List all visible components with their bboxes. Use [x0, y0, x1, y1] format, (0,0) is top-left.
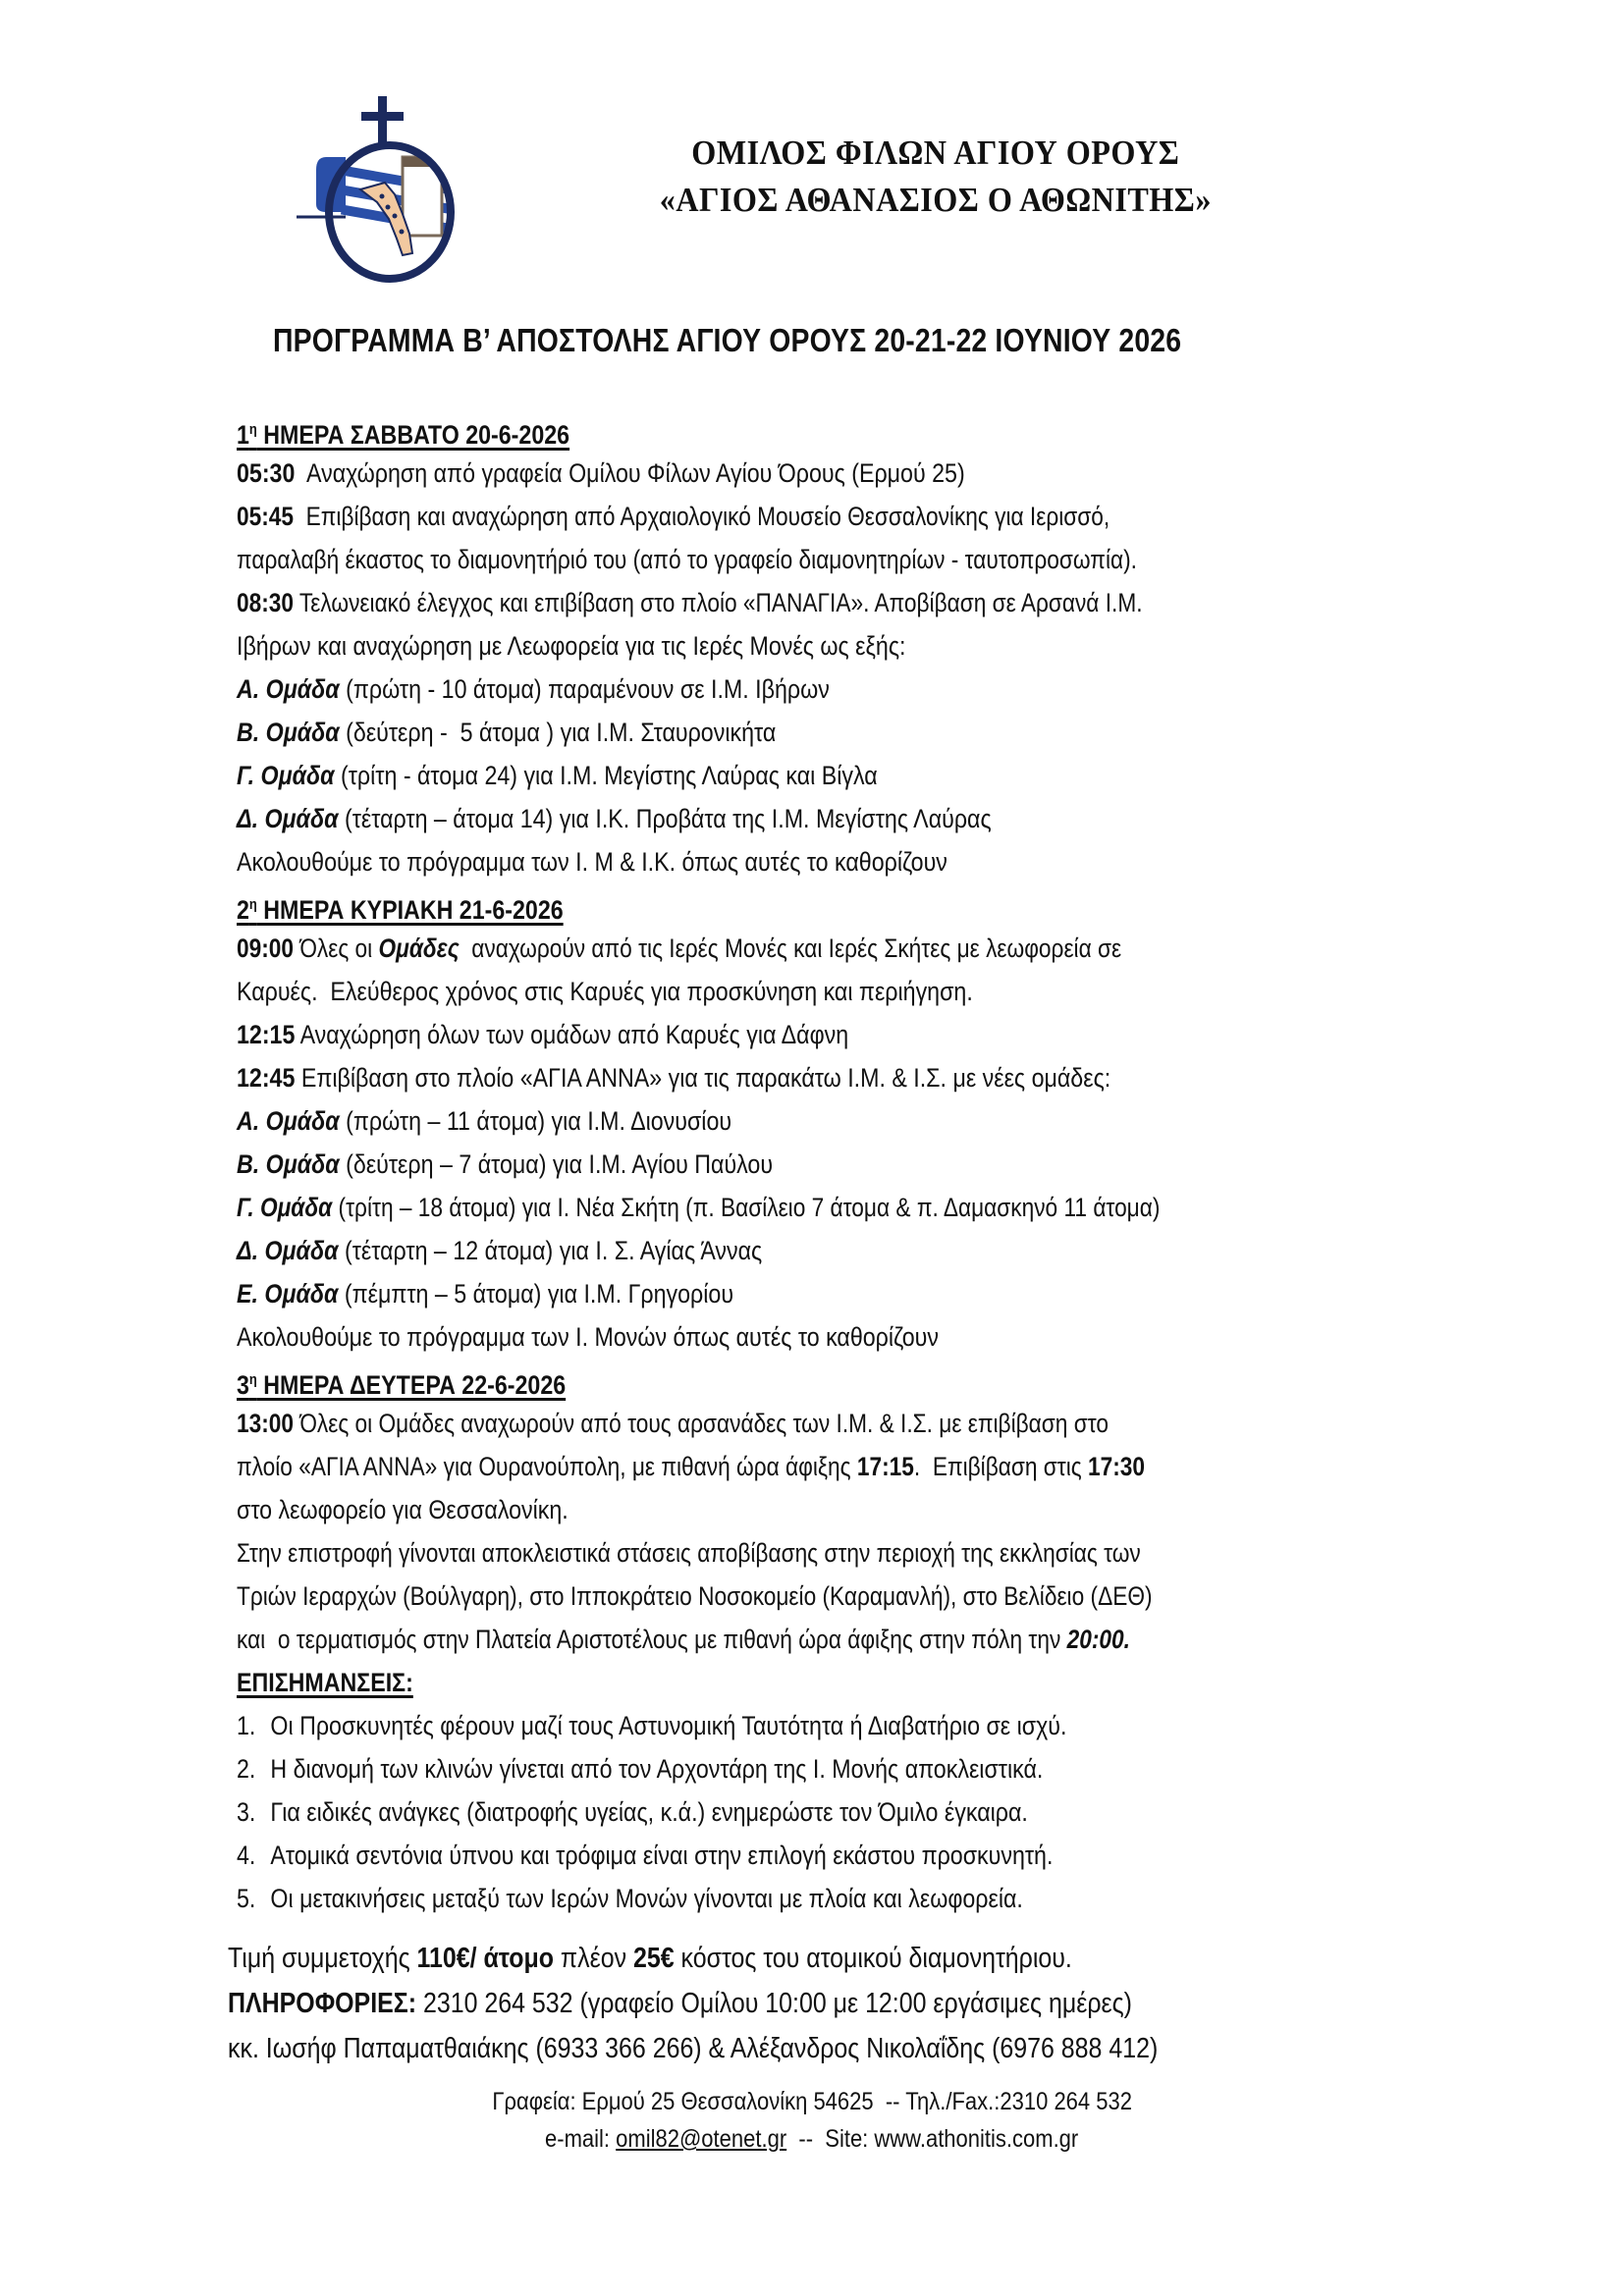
day3-title: ΗΜΕΡΑ ΔΕΥΤΕΡΑ 22-6-2026: [256, 1370, 567, 1400]
group-item: [237, 797, 1217, 840]
schedule-text: Ιβήρων και αναχώρηση με Λεωφορεία για τις Ιερές Μονές ως εξής:: [237, 631, 906, 661]
group-text: (τέταρτη – άτομα 14) για Ι.Κ. Προβάτα της Ι.Μ. Μεγίστης Λαύρας: [338, 804, 992, 833]
schedule-text: Όλες οι: [294, 934, 379, 963]
schedule-text: Επιβίβαση και αναχώρηση από Αρχαιολογικό Μουσείο Θεσσαλονίκης για Ιερισσό,: [294, 502, 1110, 531]
group-label: Δ. Ομάδα: [237, 804, 339, 833]
org-line-2: «ΑΓΙΟΣ ΑΘΑΝΑΣΙΟΣ Ο ΑΘΩΝΙΤΗΣ»: [659, 181, 1212, 219]
schedule-text: παραλαβή έκαστος το διαμονητήριό του (από το γραφείο διαμονητηρίων - ταυτοπροσωπία).: [237, 545, 1137, 574]
schedule-text: Τελωνειακό έλεγχος και επιβίβαση στο πλοίο «ΠΑΝΑΓΙΑ». Αποβίβαση σε Αρσανά Ι.Μ.: [294, 588, 1143, 617]
group-label: Γ. Ομάδα: [237, 1193, 333, 1222]
extra-cost: 25€: [632, 1943, 675, 1974]
pricing-info: [228, 1936, 1455, 2071]
arrival-time: 17:15: [856, 1452, 914, 1481]
schedule-text: Όλες οι Ομάδες αναχωρούν από τους αρσανάδες των Ι.Μ. & Ι.Σ. με επιβίβαση στο: [294, 1409, 1109, 1438]
organization-name: [628, 130, 1243, 224]
schedule-item: [237, 927, 1193, 970]
schedule-text: Αναχώρηση όλων των ομάδων από Καρυές για Δάφνη: [295, 1020, 849, 1049]
day1-closing: Ακολουθούμε το πρόγραμμα των Ι. Μ & Ι.Κ. όπως αυτές το καθορίζουν: [237, 847, 947, 877]
site-link[interactable]: -- Site: www.athonitis.com.gr: [786, 2125, 1079, 2153]
day1-number: 1: [237, 420, 249, 450]
cross-circle-athos-logo-icon: [287, 96, 473, 293]
note-item: [237, 1790, 1217, 1834]
schedule-time: 12:15: [237, 1020, 296, 1049]
notes-heading: [237, 1661, 1217, 1704]
footer: [0, 2083, 1624, 2158]
day1-sup: η: [248, 421, 257, 438]
info-text: 2310 264 532 (γραφείο Ομίλου 10:00 με 12:00 εργάσιμες ημέρες): [416, 1988, 1132, 2019]
schedule-time: 05:45: [237, 502, 295, 531]
price-text: Τιμή συμμετοχής: [228, 1943, 417, 1974]
schedule-item-continued: [237, 970, 1217, 1013]
group-item: [237, 1272, 1217, 1315]
note-item: [237, 1747, 1217, 1790]
group-label: Β. Ομάδα: [237, 718, 340, 747]
return-text: και ο τερματισμός στην Πλατεία Αριστοτέλους με πιθανή ώρα άφιξης στην πόλη την: [237, 1625, 1067, 1654]
schedule-text: Αναχώρηση από γραφεία Ομίλου Φίλων Αγίου Όρους (Ερμού 25): [295, 458, 965, 488]
price-amount: 110€/ άτομο: [416, 1943, 554, 1974]
schedule-time: 12:45: [237, 1063, 296, 1093]
day2-number: 2: [237, 895, 249, 925]
note-text: Οι μετακινήσεις μεταξύ των Ιερών Μονών γίνονται με πλοία και λεωφορεία.: [270, 1884, 1023, 1913]
schedule-emphasis: Ομάδες: [378, 934, 460, 963]
group-item: [237, 1143, 1217, 1186]
note-number: 5.: [237, 1884, 256, 1913]
note-number: 4.: [237, 1841, 256, 1870]
group-item: [237, 754, 1217, 797]
schedule-item: [237, 1402, 1193, 1445]
schedule-item: [237, 495, 1193, 538]
schedule-item-continued: [237, 624, 1217, 667]
note-number: 1.: [237, 1711, 256, 1740]
return-info: [237, 1618, 1193, 1661]
return-info: Τριών Ιεραρχών (Βούλγαρη), στο Ιπποκράτειο Νοσοκομείο (Καραμανλή), στο Βελίδειο (ΔΕΘ): [237, 1581, 1153, 1611]
group-label: Ε. Ομάδα: [237, 1279, 339, 1308]
page-title: ΠΡΟΓΡΑΜΜΑ Β’ ΑΠΟΣΤΟΛΗΣ ΑΓΙΟΥ ΟΡΟΥΣ 20-21-22 ΙΟΥΝΙΟΥ 2026: [273, 322, 1182, 358]
day2-title: ΗΜΕΡΑ ΚΥΡΙΑΚΗ 21-6-2026: [256, 895, 564, 925]
day2-sup: η: [248, 896, 257, 913]
day1-title: ΗΜΕΡΑ ΣΑΒΒΑΤΟ 20-6-2026: [256, 420, 570, 450]
day1-heading: [237, 408, 1217, 452]
schedule-time: 09:00: [237, 934, 295, 963]
group-label: Α. Ομάδα: [237, 1106, 340, 1136]
schedule-text: Καρυές. Ελεύθερος χρόνος στις Καρυές για προσκύνηση και περιήγηση.: [237, 977, 973, 1006]
group-label: Α. Ομάδα: [237, 674, 340, 704]
note-text: Η διανομή των κλινών γίνεται από τον Αρχοντάρη της Ι. Μονής αποκλειστικά.: [270, 1754, 1044, 1784]
email-link[interactable]: omil82@otenet.gr: [616, 2125, 787, 2153]
group-text: (τέταρτη – 12 άτομα) για Ι. Σ. Αγίας Άννας: [338, 1236, 763, 1265]
schedule-text: αναχωρούν από τις Ιερές Μονές και Ιερές Σκήτες με λεωφορεία σε: [459, 934, 1122, 963]
day3-number: 3: [237, 1370, 249, 1400]
schedule-item-continued: [237, 1445, 1193, 1488]
note-text: Για ειδικές ανάγκες (διατροφής υγείας, κ.ά.) ενημερώστε τον Όμιλο έγκαιρα.: [270, 1797, 1028, 1827]
day2-closing: Ακολουθούμε το πρόγραμμα των Ι. Μονών όπως αυτές το καθορίζουν: [237, 1322, 939, 1352]
group-text: (τρίτη – 18 άτομα) για Ι. Νέα Σκήτη (π. Βασίλειο 7 άτομα & π. Δαμασκηνό 11 άτομα): [332, 1193, 1161, 1222]
info-label: ΠΛΗΡΟΦΟΡΙΕΣ:: [228, 1988, 417, 2019]
price-text: πλέον: [553, 1943, 633, 1974]
group-text: (πρώτη – 11 άτομα) για Ι.Μ. Διονυσίου: [339, 1106, 732, 1136]
boarding-time: 17:30: [1088, 1452, 1146, 1481]
group-text: (δεύτερη - 5 άτομα ) για Ι.Μ. Σταυρονικήτα: [339, 718, 777, 747]
schedule-item-continued: [237, 1488, 1217, 1531]
notes-title: ΕΠΙΣΗΜΑΝΣΕΙΣ:: [237, 1668, 413, 1697]
program-body: [237, 408, 1376, 1920]
schedule-time: 13:00: [237, 1409, 295, 1438]
price-text: κόστος του ατομικού διαμονητήριου.: [674, 1943, 1072, 1974]
schedule-item: [237, 1013, 1217, 1056]
note-item: [237, 1877, 1217, 1920]
day2-heading: [237, 883, 1217, 927]
group-text: (τρίτη - άτομα 24) για Ι.Μ. Μεγίστης Λαύρας και Βίγλα: [334, 761, 878, 790]
info-line: [228, 1981, 1283, 2026]
email-label: e-mail:: [545, 2125, 617, 2153]
day3-sup: η: [248, 1371, 257, 1388]
group-text: (δεύτερη – 7 άτομα) για Ι.Μ. Αγίου Παύλου: [339, 1149, 774, 1179]
group-label: Β. Ομάδα: [237, 1149, 340, 1179]
group-item: [237, 1229, 1217, 1272]
schedule-time: 05:30: [237, 458, 296, 488]
schedule-text: Επιβίβαση στο πλοίο «ΑΓΙΑ ΑΝΝΑ» για τις παρακάτω Ι.Μ. & Ι.Σ. με νέες ομάδες:: [295, 1063, 1111, 1093]
note-number: 3.: [237, 1797, 256, 1827]
schedule-item: [237, 452, 1217, 495]
note-text: Ατομικά σεντόνια ύπνου και τρόφιμα είναι στην επιλογή εκάστου προσκυνητή.: [270, 1841, 1054, 1870]
return-info: Στην επιστροφή γίνονται αποκλειστικά στάσεις αποβίβασης στην περιοχή της εκκλησίας των: [237, 1538, 1141, 1568]
org-line-1: ΟΜΙΛΟΣ ΦΙΛΩΝ ΑΓΙΟΥ ΟΡΟΥΣ: [691, 133, 1180, 172]
schedule-text: στο λεωφορείο για Θεσσαλονίκη.: [237, 1495, 568, 1524]
final-arrival-time: 20:00.: [1066, 1625, 1130, 1654]
group-text: (πρώτη - 10 άτομα) παραμένουν σε Ι.Μ. Ιβήρων: [339, 674, 830, 704]
schedule-item: [237, 581, 1193, 624]
schedule-text: . Επιβίβαση στις: [913, 1452, 1089, 1481]
group-item: [237, 667, 1217, 711]
group-label: Δ. Ομάδα: [237, 1236, 339, 1265]
schedule-text: πλοίο «ΑΓΙΑ ΑΝΝΑ» για Ουρανούπολη, με πιθανή ώρα άφιξης: [237, 1452, 857, 1481]
note-item: [237, 1704, 1217, 1747]
note-item: [237, 1834, 1217, 1877]
schedule-item-continued: [237, 538, 1193, 581]
schedule-time: 08:30: [237, 588, 295, 617]
group-item: [237, 711, 1217, 754]
group-label: Γ. Ομάδα: [237, 761, 335, 790]
group-item: [237, 1186, 1193, 1229]
footer-address: Γραφεία: Ερμού 25 Θεσσαλονίκη 54625 -- Τηλ./Fax.:2310 264 532: [492, 2088, 1132, 2115]
note-number: 2.: [237, 1754, 256, 1784]
schedule-item: [237, 1056, 1217, 1099]
footer-contact: [545, 2120, 1078, 2158]
day3-heading: [237, 1359, 1217, 1402]
contacts-line: κκ. Ιωσήφ Παπαματθαιάκης (6933 366 266) & Αλέξανδρος Νικολαΐδης (6976 888 412): [228, 2033, 1159, 2064]
group-item: [237, 1099, 1217, 1143]
group-text: (πέμπτη – 5 άτομα) για Ι.Μ. Γρηγορίου: [338, 1279, 734, 1308]
note-text: Οι Προσκυνητές φέρουν μαζί τους Αστυνομική Ταυτότητα ή Διαβατήριο σε ισχύ.: [270, 1711, 1067, 1740]
price-line: [228, 1936, 1283, 1981]
